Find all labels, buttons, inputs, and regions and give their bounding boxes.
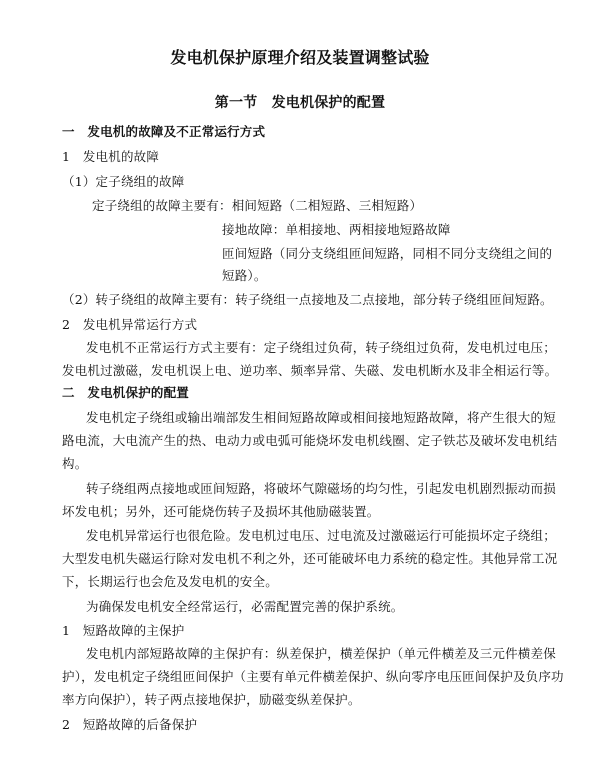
text-line: 坏发电机；另外，还可能烧伤转子及损坏其他励磁装置。	[62, 504, 380, 519]
text-line: 发电机内部短路故障的主保护有：纵差保护，横差保护（单元件横差及三元件横差保	[86, 646, 556, 661]
list-item: 2 发电机异常运行方式	[62, 317, 198, 332]
section-title: 第一节 发电机保护的配置	[214, 95, 386, 111]
list-item: （2）转子绕组的故障主要有：转子绕组一点接地及二点接地，部分转子绕组匝间短路。	[62, 292, 553, 307]
list-item: 1 发电机的故障	[62, 149, 160, 164]
text-line: 护），发电机定子绕组匝间保护（主要有单元件横差保护、纵向零序电压匝间保护及负序功	[62, 669, 564, 684]
text-line: 转子绕组两点接地或匝间短路，将破坏气隙磁场的均匀性，引起发电机剧烈振动而损	[86, 481, 556, 496]
text-line: 发电机不正常运行方式主要有：定子绕组过负荷，转子绕组过负荷，发电机过电压；	[86, 340, 556, 355]
text-line: 下，长期运行也会危及发电机的安全。	[62, 574, 278, 589]
text-line: 接地故障：单相接地、两相接地短路故障	[222, 222, 451, 237]
text-line: 发电机异常运行也很危险。发电机过电压、过电流及过激磁运行可能损坏定子绕组；	[86, 528, 556, 543]
list-item: （1）定子绕组的故障	[62, 174, 185, 189]
list-item: 2 短路故障的后备保护	[62, 717, 198, 732]
text-line: 定子绕组的故障主要有：相间短路（二相短路、三相短路）	[92, 198, 423, 213]
text-line: 发电机过激磁，发电机误上电、逆功率、频率异常、失磁、发电机断水及非全相运行等。	[62, 363, 558, 378]
text-line: 大型发电机失磁运行除对发电机不利之外，还可能破坏电力系统的稳定性。其他异常工况	[62, 551, 558, 566]
text-line: 路电流，大电流产生的热、电动力或电弧可能烧坏发电机线圈、定子铁芯及破坏发电机结	[62, 433, 558, 448]
heading-protection: 二 发电机保护的配置	[62, 385, 190, 400]
text-line: 短路）。	[222, 268, 267, 283]
text-line: 为确保发电机安全经常运行，必需配置完善的保护系统。	[86, 599, 404, 614]
list-item: 1 短路故障的主保护	[62, 623, 185, 638]
text-line: 构。	[62, 456, 88, 471]
text-line: 率方向保护），转子两点接地保护，励磁变纵差保护。	[62, 692, 361, 707]
document-title: 发电机保护原理介绍及装置调整试验	[170, 48, 430, 67]
heading-faults: 一 发电机的故障及不正常运行方式	[62, 124, 266, 139]
text-line: 发电机定子绕组或输出端部发生相间短路故障或相间接地短路故障，将产生很大的短	[86, 410, 556, 425]
text-line: 匝间短路（同分支绕组匝间短路，同相不同分支绕组之间的	[222, 246, 553, 261]
